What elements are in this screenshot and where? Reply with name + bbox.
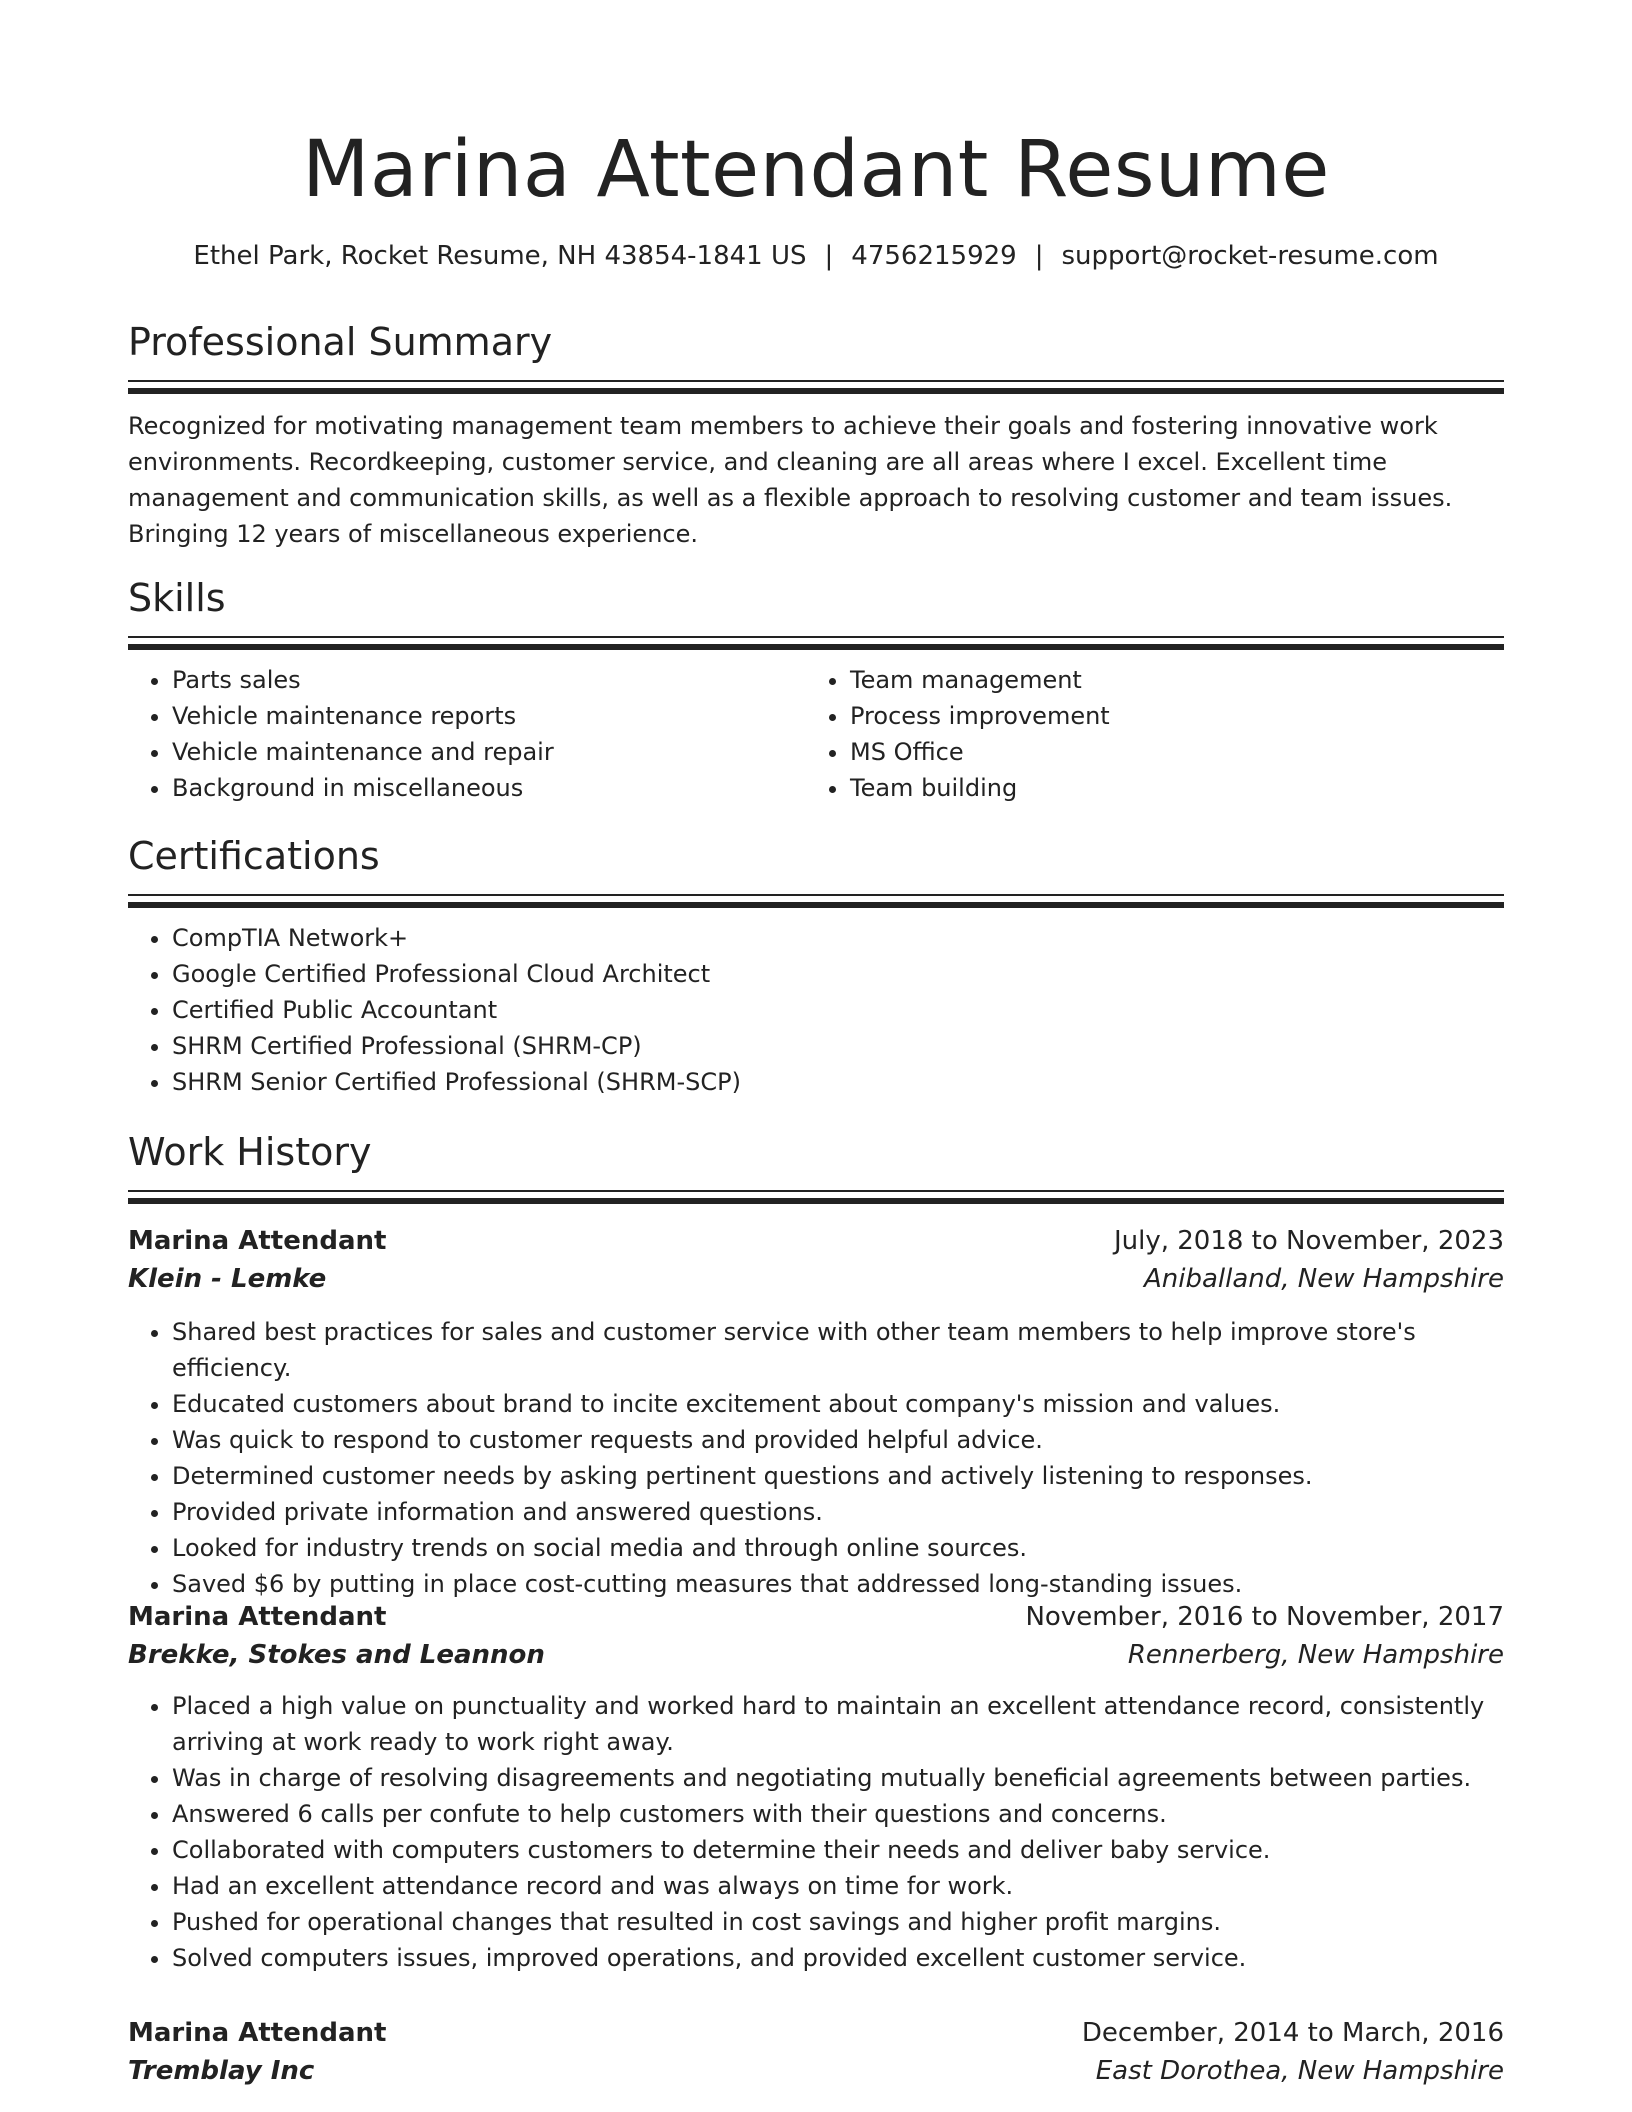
job-title: Marina Attendant bbox=[128, 2018, 387, 2048]
job-dates: July, 2018 to November, 2023 bbox=[1113, 1226, 1504, 1256]
job-entry bbox=[128, 1598, 1504, 1976]
job-location: East Dorothea, New Hampshire bbox=[1095, 2056, 1504, 2086]
section-heading-skills: Skills bbox=[128, 576, 226, 620]
job-company: Brekke, Stokes and Leannon bbox=[128, 1640, 545, 1670]
skills-section bbox=[128, 574, 1504, 806]
certification-item: • CompTIA Network+ bbox=[172, 920, 1504, 956]
section-divider bbox=[128, 1190, 1504, 1204]
certifications-section bbox=[128, 832, 1504, 1100]
job-title: Marina Attendant bbox=[128, 1226, 387, 1256]
skill-item: • Parts sales bbox=[172, 662, 806, 698]
job-entry bbox=[128, 2014, 1504, 2090]
job-bullet: • Had an excellent attendance record and was always on time for work. bbox=[172, 1868, 1504, 1904]
contact-separator: | bbox=[824, 241, 834, 271]
job-bullet: • Collaborated with computers customers to determine their needs and deliver baby service. bbox=[172, 1832, 1504, 1868]
job-header-row bbox=[128, 1598, 1504, 1636]
skill-item: • Vehicle maintenance reports bbox=[172, 698, 806, 734]
skills-column-right bbox=[806, 662, 1484, 806]
contact-separator: | bbox=[1034, 241, 1044, 271]
skill-item: • Team management bbox=[850, 662, 1484, 698]
skill-item: • MS Office bbox=[850, 734, 1484, 770]
job-bullet: • Educated customers about brand to incite excitement about company's mission and values. bbox=[172, 1386, 1504, 1422]
job-bullet: • Pushed for operational changes that resulted in cost savings and higher profit margins. bbox=[172, 1904, 1504, 1940]
job-bullet: • Placed a high value on punctuality and worked hard to maintain an excellent attendance record, consistently arriving at work ready to work right away. bbox=[172, 1688, 1504, 1760]
section-heading-summary: Professional Summary bbox=[128, 320, 553, 364]
job-header-row bbox=[128, 2014, 1504, 2052]
job-bullet: • Provided private information and answered questions. bbox=[172, 1494, 1504, 1530]
contact-line bbox=[128, 238, 1504, 274]
skills-columns bbox=[128, 662, 1504, 806]
job-subheader-row bbox=[128, 2052, 1504, 2090]
summary-section bbox=[128, 318, 1504, 552]
job-bullet: • Looked for industry trends on social media and through online sources. bbox=[172, 1530, 1504, 1566]
certification-item: • SHRM Senior Certified Professional (SHRM-SCP) bbox=[172, 1064, 1504, 1100]
summary-text: Recognized for motivating management team members to achieve their goals and fostering innovative work environments. Recordkeeping, customer service, and cleaning are all areas where I excel. Excellent time management and communication skills, as well as a flexible approach to resolving customer and team issues. Bringing 12 years of miscellaneous experience. bbox=[128, 412, 1453, 548]
section-heading-certifications: Certifications bbox=[128, 834, 380, 878]
contact-email: support@rocket-resume.com bbox=[1061, 241, 1439, 271]
job-bullet: • Was quick to respond to customer requests and provided helpful advice. bbox=[172, 1422, 1504, 1458]
certification-item: • Google Certified Professional Cloud Architect bbox=[172, 956, 1504, 992]
job-bullet: • Determined customer needs by asking pertinent questions and actively listening to responses. bbox=[172, 1458, 1504, 1494]
job-entry bbox=[128, 1222, 1504, 1602]
job-bullet: • Was in charge of resolving disagreements and negotiating mutually beneficial agreements between parties. bbox=[172, 1760, 1504, 1796]
job-bullet: • Shared best practices for sales and customer service with other team members to help improve store's efficiency. bbox=[172, 1314, 1504, 1386]
skill-item: • Vehicle maintenance and repair bbox=[172, 734, 806, 770]
job-location: Rennerberg, New Hampshire bbox=[1127, 1640, 1504, 1670]
job-subheader-row bbox=[128, 1636, 1504, 1674]
work-history-section bbox=[128, 1128, 1504, 1204]
job-title: Marina Attendant bbox=[128, 1602, 387, 1632]
skill-item: • Team building bbox=[850, 770, 1484, 806]
job-location: Aniballand, New Hampshire bbox=[1143, 1264, 1504, 1294]
section-divider bbox=[128, 636, 1504, 650]
job-subheader-row bbox=[128, 1260, 1504, 1298]
section-heading-work-history: Work History bbox=[128, 1130, 372, 1174]
page-title: Marina Attendant Resume bbox=[302, 125, 1330, 215]
job-header-row bbox=[128, 1222, 1504, 1260]
job-dates: December, 2014 to March, 2016 bbox=[1081, 2018, 1504, 2048]
contact-address: Ethel Park, Rocket Resume, NH 43854-1841 US bbox=[193, 241, 807, 271]
section-divider bbox=[128, 380, 1504, 394]
job-bullet: • Saved $6 by putting in place cost-cutting measures that addressed long-standing issues. bbox=[172, 1566, 1504, 1602]
skills-column-left bbox=[128, 662, 806, 806]
resume-page bbox=[128, 0, 1504, 2086]
job-dates: November, 2016 to November, 2017 bbox=[1025, 1602, 1504, 1632]
certification-item: • SHRM Certified Professional (SHRM-CP) bbox=[172, 1028, 1504, 1064]
job-company: Klein - Lemke bbox=[128, 1264, 327, 1294]
job-company: Tremblay Inc bbox=[128, 2056, 315, 2086]
certification-item: • Certified Public Accountant bbox=[172, 992, 1504, 1028]
job-bullet: • Solved computers issues, improved operations, and provided excellent customer service. bbox=[172, 1940, 1504, 1976]
job-bullet: • Answered 6 calls per confute to help customers with their questions and concerns. bbox=[172, 1796, 1504, 1832]
skill-item: • Process improvement bbox=[850, 698, 1484, 734]
section-divider bbox=[128, 894, 1504, 908]
contact-phone: 4756215929 bbox=[851, 241, 1017, 271]
skill-item: • Background in miscellaneous bbox=[172, 770, 806, 806]
